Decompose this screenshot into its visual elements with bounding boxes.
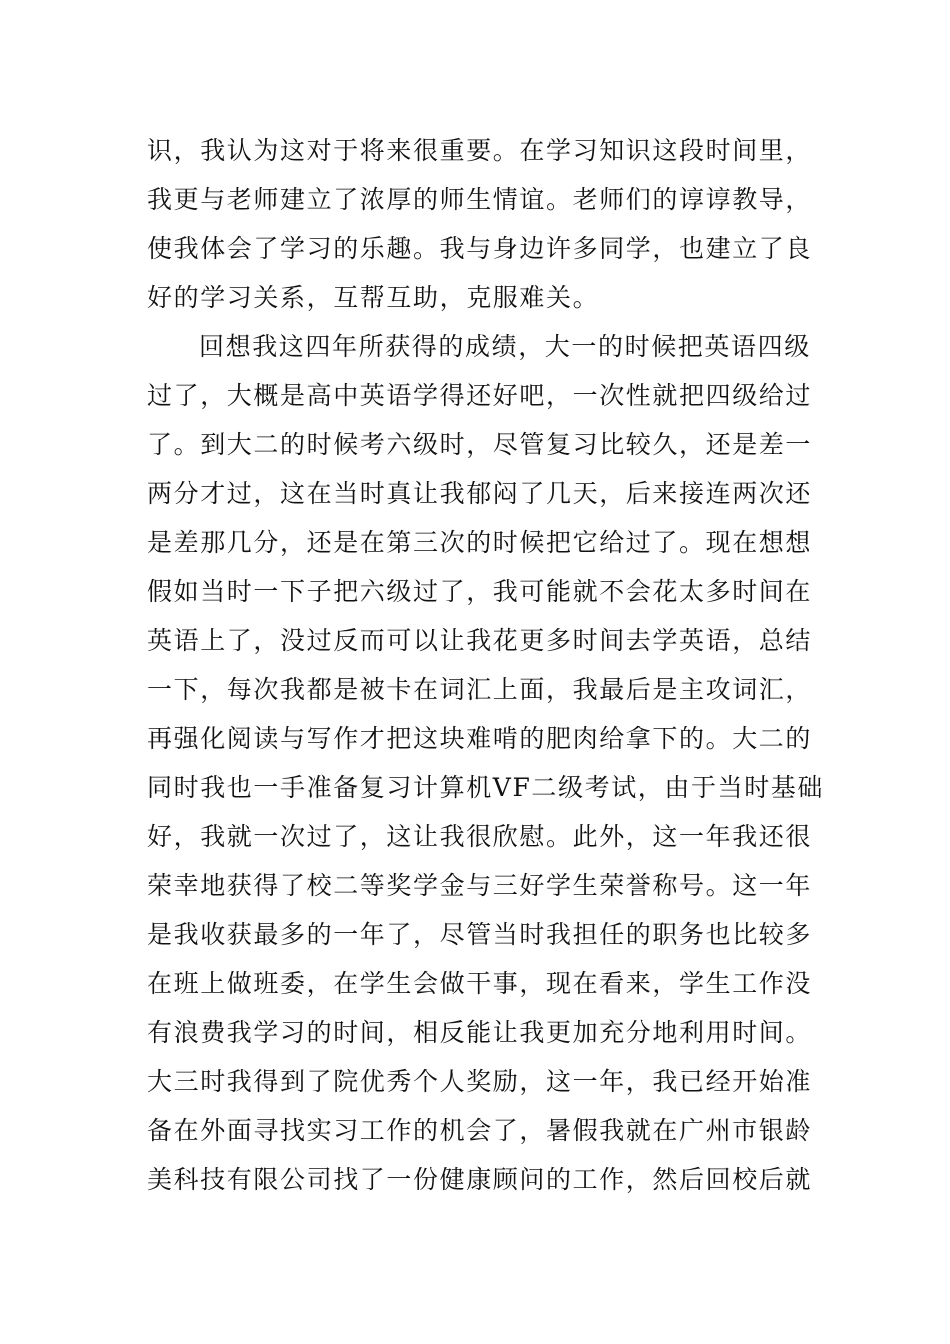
text-line-8: 两分才过，这在当时真让我郁闷了几天，后来接连两次还 (147, 479, 813, 508)
body-text (147, 126, 825, 1204)
text-line-15: 好，我就一次过了，这让我很欣慰。此外，这一年我还很 (147, 822, 813, 851)
text-line-14: 同时我也一手准备复习计算机VF二级考试，由于当时基础 (147, 773, 825, 802)
text-line-19: 有浪费我学习的时间，相反能让我更加充分地利用时间。 (147, 1018, 813, 1047)
text-line-11: 英语上了，没过反而可以让我花更多时间去学英语，总结 (147, 626, 813, 655)
text-line-17: 是我收获最多的一年了，尽管当时我担任的职务也比较多 (147, 920, 813, 949)
text-line-5: 回想我这四年所获得的成绩，大一的时候把英语四级 (199, 332, 811, 361)
text-line-16: 荣幸地获得了校二等奖学金与三好学生荣誉称号。这一年 (147, 871, 813, 900)
text-line-4: 好的学习关系，互帮互助，克服难关。 (147, 283, 600, 312)
text-line-10: 假如当时一下子把六级过了，我可能就不会花太多时间在 (147, 577, 813, 606)
text-line-6: 过了，大概是高中英语学得还好吧，一次性就把四级给过 (147, 381, 813, 410)
text-line-3: 使我体会了学习的乐趣。我与身边许多同学，也建立了良 (147, 234, 813, 263)
text-line-22: 美科技有限公司找了一份健康顾问的工作，然后回校后就 (147, 1165, 813, 1194)
text-line-2: 我更与老师建立了浓厚的师生情谊。老师们的谆谆教导， (147, 185, 813, 214)
text-line-21: 备在外面寻找实习工作的机会了，暑假我就在广州市银龄 (147, 1116, 813, 1145)
text-line-12: 一下，每次我都是被卡在词汇上面，我最后是主攻词汇， (147, 675, 813, 704)
text-line-13: 再强化阅读与写作才把这块难啃的肥肉给拿下的。大二的 (147, 724, 813, 753)
text-line-9: 是差那几分，还是在第三次的时候把它给过了。现在想想 (147, 528, 813, 557)
text-line-7: 了。到大二的时候考六级时，尽管复习比较久，还是差一 (147, 430, 813, 459)
text-line-1: 识，我认为这对于将来很重要。在学习知识这段时间里， (147, 136, 813, 165)
text-line-18: 在班上做班委，在学生会做干事，现在看来，学生工作没 (147, 969, 813, 998)
text-line-20: 大三时我得到了院优秀个人奖励，这一年，我已经开始准 (147, 1067, 813, 1096)
